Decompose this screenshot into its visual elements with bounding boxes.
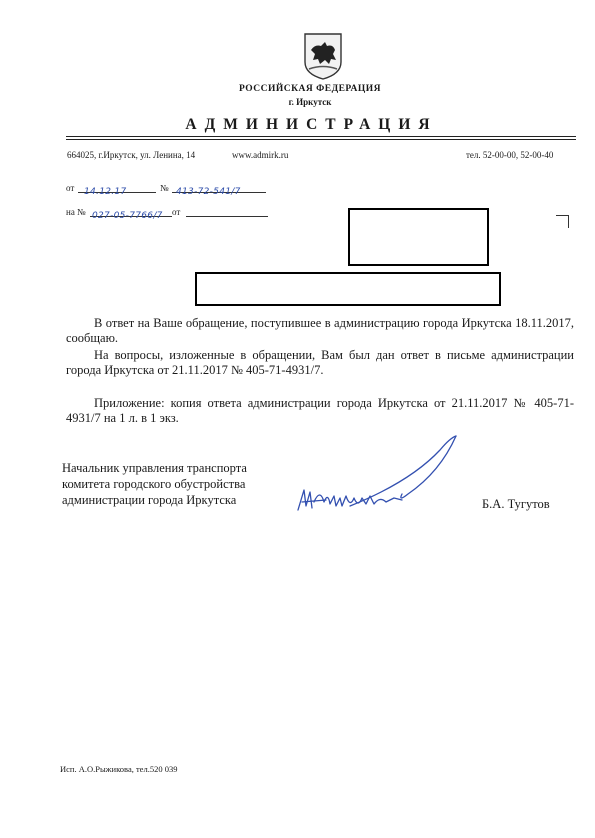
- phone: тел. 52-00-00, 52-00-40: [466, 150, 554, 160]
- signer-position-line-1: Начальник управления транспорта: [62, 461, 247, 475]
- federation-heading: РОССИЙСКАЯ ФЕДЕРАЦИЯ: [238, 84, 382, 94]
- date-value: 14.12.17: [84, 187, 127, 197]
- signer-name: Б.А. Тугутов: [482, 497, 550, 511]
- signer-position-line-2: комитета городского обустройства: [62, 477, 246, 491]
- header-divider-thin: [66, 139, 576, 140]
- paragraph-1: В ответ на Ваше обращение, поступившее в администрацию города Иркутска 18.11.2017, сообщаю.: [66, 316, 574, 345]
- header-divider: [66, 136, 576, 137]
- number-field: [172, 181, 266, 197]
- signer-position-line-3: администрации города Иркутска: [62, 493, 237, 507]
- executor-note: Исп. А.О.Рыжикова, тел.520 039: [60, 764, 178, 774]
- signer-position: [62, 460, 247, 508]
- redacted-address: [195, 272, 501, 306]
- paragraph-2: На вопросы, изложенные в обращении, Вам был дан ответ в письме администрации города Иркутска от 21.11.2017 № 405-71-4931/7.: [66, 348, 574, 377]
- corner-mark: [556, 215, 569, 228]
- ref-number-value: 027-05-7766/7: [92, 211, 163, 221]
- city-heading: г. Иркутск: [288, 97, 332, 107]
- handwritten-signature: [290, 432, 470, 522]
- address: 664025, г.Иркутск, ул. Ленина, 14: [67, 150, 196, 160]
- attachment-note: Приложение: копия ответа администрации города Иркутска от 21.11.2017 № 405-71-4931/7 на 1 л. в 1 экз.: [66, 396, 574, 425]
- ref-number-field: [90, 205, 172, 221]
- date-field: [78, 181, 156, 197]
- website: www.admirk.ru: [232, 150, 289, 160]
- irkutsk-coat-of-arms-icon: [303, 32, 343, 80]
- number-label: №: [160, 183, 169, 193]
- date-label: от: [66, 183, 75, 193]
- page-title: АДМИНИСТРАЦИЯ: [185, 116, 438, 133]
- ref-date-field: [186, 205, 268, 217]
- ref-date-label: от: [172, 207, 181, 217]
- number-value: 413-72-541/7: [176, 187, 241, 197]
- redacted-recipient: [348, 208, 489, 266]
- ref-label: на №: [66, 207, 86, 217]
